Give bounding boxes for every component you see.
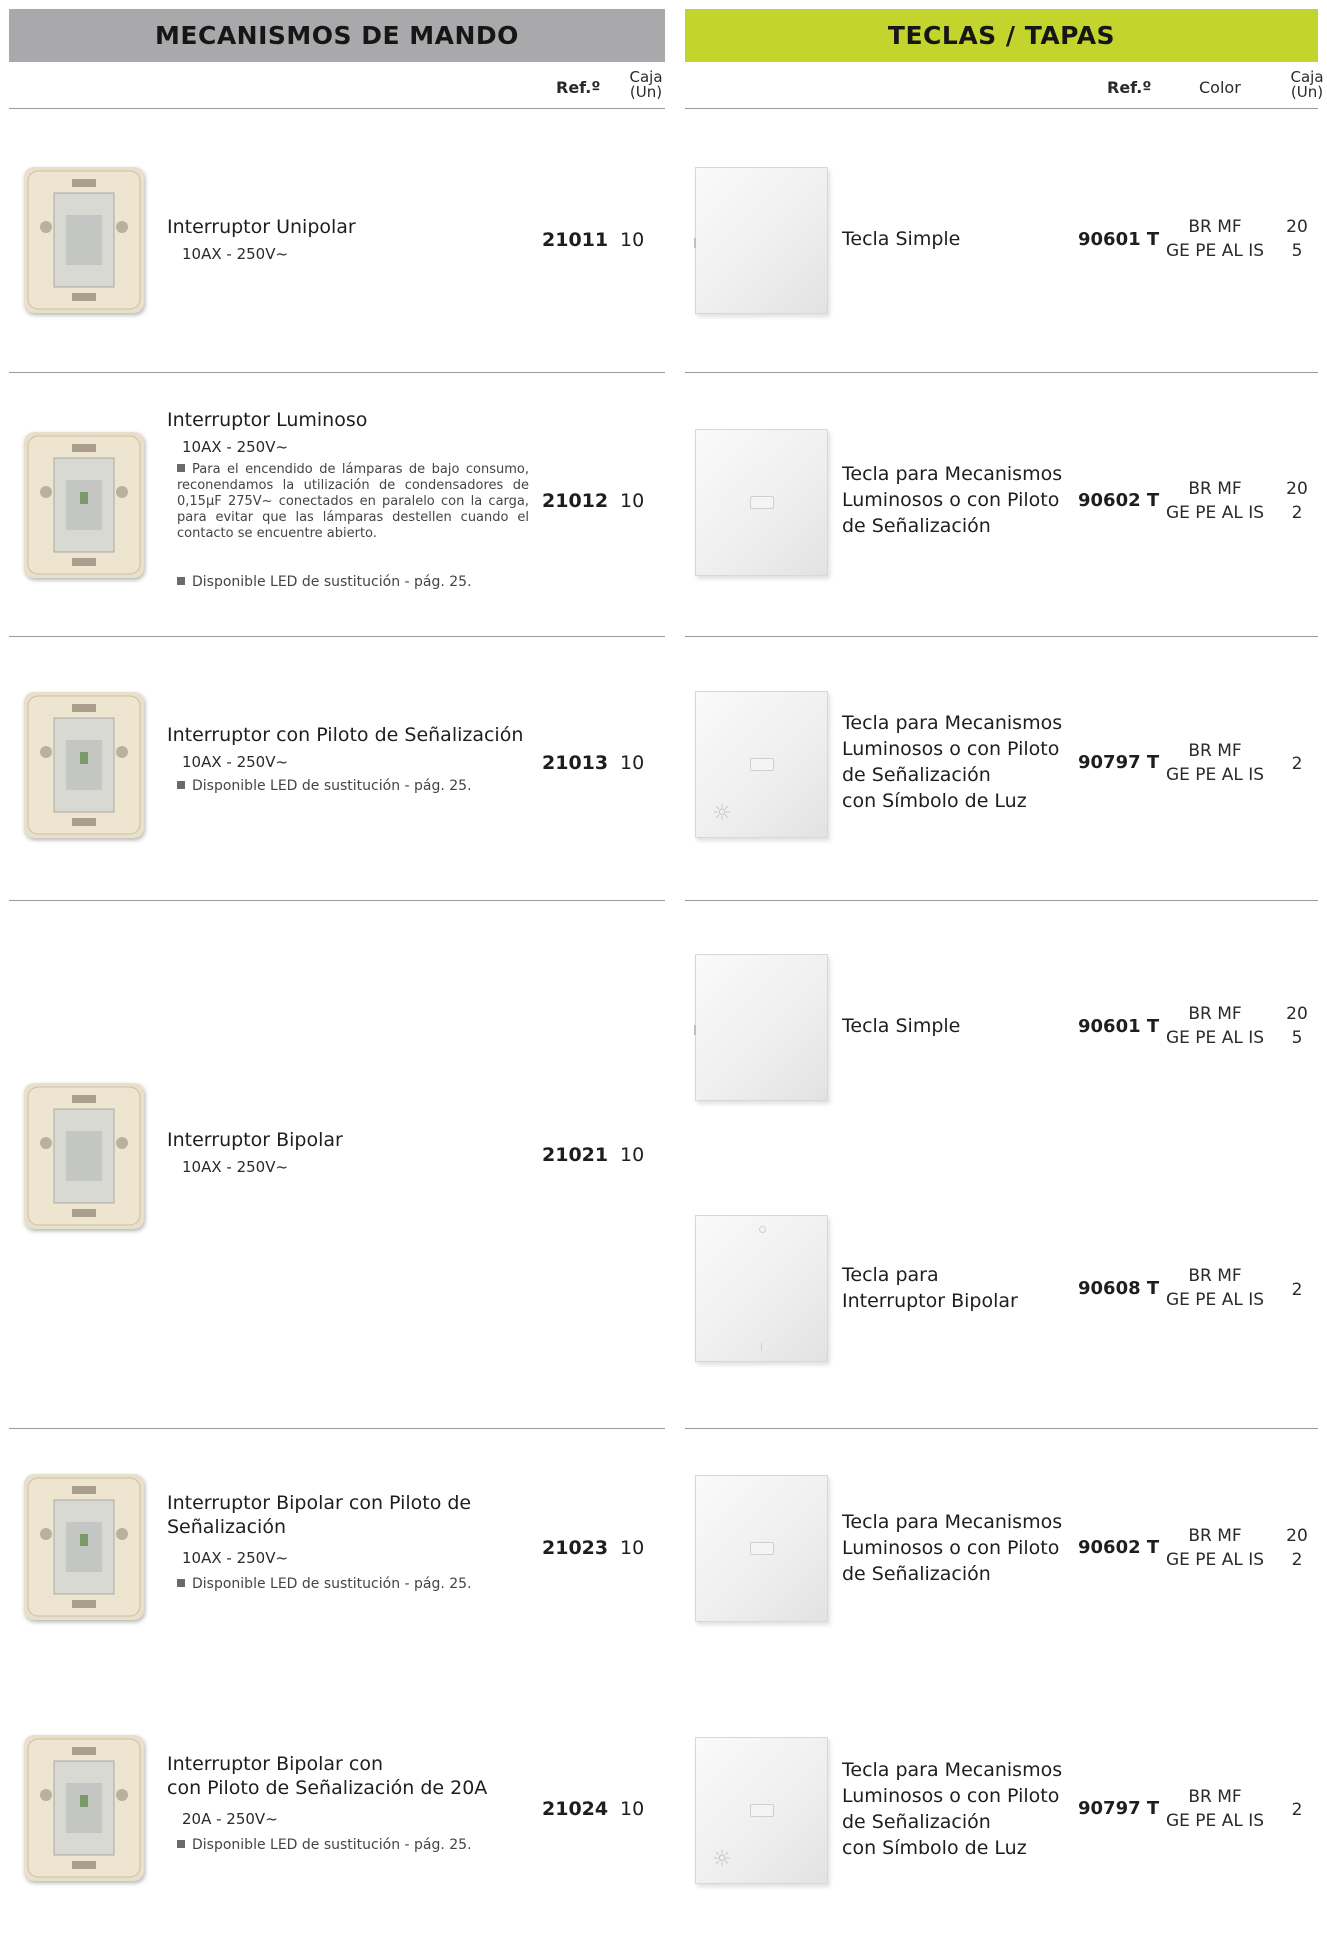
key-qty: 2 (1291, 754, 1303, 774)
key-plate-image (695, 1215, 828, 1362)
key-plate-image (695, 691, 828, 838)
key-ref: 90601 T (1078, 229, 1160, 250)
mechanism-title: Interruptor Bipolar con Piloto de Señalización (167, 1492, 472, 1538)
key-title: Tecla para Mecanismos Luminosos o con Piloto de Señalización con Símbolo de Luz (842, 1759, 1063, 1859)
mechanism-ref: 21011 (542, 229, 609, 251)
mechanism-spec: 10AX - 250V~ (182, 438, 289, 456)
light-symbol-icon: ☼ (712, 1847, 732, 1872)
color-header: Color (1199, 78, 1241, 97)
ref-header-right: Ref.º (1107, 78, 1152, 97)
key-colors: BR MF GE PE AL IS (1165, 1787, 1265, 1831)
mechanism-spec: 10AX - 250V~ (182, 753, 289, 771)
divider (9, 372, 665, 373)
key-colors: BR MF GE PE AL IS (1165, 1266, 1265, 1310)
key-title: Tecla para Mecanismos Luminosos o con Piloto de Señalización (842, 1511, 1063, 1585)
bullet-icon (177, 1840, 185, 1848)
key-qty: 20 2 (1286, 479, 1308, 523)
bullet-icon (177, 1579, 185, 1587)
mechanism-spec: 10AX - 250V~ (182, 1549, 289, 1567)
mechanism-title: Interruptor Unipolar (167, 216, 356, 238)
divider (9, 636, 665, 637)
divider (685, 372, 1318, 373)
key-ref: 90797 T (1078, 752, 1160, 773)
key-ref: 90602 T (1078, 1537, 1160, 1558)
mechanism-qty: 10 (620, 490, 645, 512)
mechanism-image (24, 432, 144, 578)
mechanism-spec: 10AX - 250V~ (182, 1158, 289, 1176)
mechanism-note: Disponible LED de sustitución - pág. 25. (177, 1574, 472, 1594)
key-qty: 2 (1291, 1800, 1303, 1820)
key-qty: 20 5 (1286, 1004, 1308, 1048)
mechanism-note: Disponible LED de sustitución - pág. 25. (177, 776, 472, 796)
mechanism-ref: 21023 (542, 1537, 609, 1559)
key-qty: 2 (1291, 1280, 1303, 1300)
key-title: Tecla para Interruptor Bipolar (842, 1264, 1018, 1312)
divider (685, 1428, 1318, 1429)
key-plate-image (695, 1475, 828, 1622)
key-colors: BR MF GE PE AL IS (1165, 741, 1265, 785)
mechanism-title: Interruptor Luminoso (167, 409, 368, 431)
divider (685, 636, 1318, 637)
key-plate-image (695, 1737, 828, 1884)
key-colors: BR MF GE PE AL IS (1165, 1526, 1265, 1570)
section-title-mecanismos: MECANISMOS DE MANDO (9, 9, 665, 62)
key-plate-image (695, 167, 828, 314)
mechanism-title: Interruptor con Piloto de Señalización (167, 724, 524, 746)
key-qty: 20 5 (1286, 217, 1308, 261)
light-symbol-icon: ☼ (712, 801, 732, 826)
key-ref: 90601 T (1078, 1016, 1160, 1037)
mechanism-ref: 21013 (542, 752, 609, 774)
mechanism-image (24, 1474, 144, 1620)
mechanism-qty: 10 (620, 1537, 645, 1559)
key-qty: 20 2 (1286, 1526, 1308, 1570)
mechanism-ref: 21012 (542, 490, 609, 512)
mechanism-image (24, 692, 144, 838)
key-ref: 90602 T (1078, 490, 1160, 511)
mechanism-qty: 10 (620, 1798, 645, 1820)
key-colors: BR MF GE PE AL IS (1165, 217, 1265, 261)
divider (685, 108, 1318, 109)
mechanism-spec: 20A - 250V~ (182, 1810, 278, 1828)
bullet-icon (177, 781, 185, 789)
key-plate-image (695, 954, 828, 1101)
caja-header-right: Caja (Un) (1290, 68, 1324, 101)
mechanism-image (24, 1083, 144, 1229)
caja-header-left: Caja (Un) (629, 68, 663, 101)
key-title: Tecla para Mecanismos Luminosos o con Piloto de Señalización con Símbolo de Luz (842, 712, 1063, 812)
mechanism-ref: 21024 (542, 1798, 609, 1820)
mechanism-image (24, 167, 144, 313)
divider (9, 900, 665, 901)
key-colors: BR MF GE PE AL IS (1165, 1004, 1265, 1048)
divider (9, 108, 665, 109)
ref-header-left: Ref.º (556, 78, 601, 97)
mechanism-note: Para el encendido de lámparas de bajo consumo, reconendamos la utilización de condensadores de 0,15µF 275V~ conectados en paralelo con la carga, para evitar que las lámparas destellen cuando el contacto se encuentre abierto. (177, 462, 529, 541)
mechanism-title: Interruptor Bipolar con con Piloto de Señalización de 20A (167, 1753, 488, 1799)
mechanism-image (24, 1735, 144, 1881)
mechanism-spec: 10AX - 250V~ (182, 245, 289, 263)
key-title: Tecla para Mecanismos Luminosos o con Piloto de Señalización (842, 463, 1063, 537)
key-plate-image (695, 429, 828, 576)
mechanism-qty: 10 (620, 229, 645, 251)
mechanism-qty: 10 (620, 1144, 645, 1166)
key-colors: BR MF GE PE AL IS (1165, 479, 1265, 523)
mechanism-ref: 21021 (542, 1144, 609, 1166)
mechanism-qty: 10 (620, 752, 645, 774)
key-ref: 90797 T (1078, 1798, 1160, 1819)
divider (9, 1428, 665, 1429)
mechanism-note: Disponible LED de sustitución - pág. 25. (177, 1835, 472, 1855)
mechanism-title: Interruptor Bipolar (167, 1129, 343, 1151)
bullet-icon (177, 464, 185, 472)
key-title: Tecla Simple (842, 1015, 961, 1037)
divider (685, 900, 1318, 901)
mechanism-note: Disponible LED de sustitución - pág. 25. (177, 572, 472, 592)
section-title-teclas: TECLAS / TAPAS (685, 9, 1318, 62)
key-title: Tecla Simple (842, 228, 961, 250)
bullet-icon (177, 577, 185, 585)
key-ref: 90608 T (1078, 1278, 1160, 1299)
